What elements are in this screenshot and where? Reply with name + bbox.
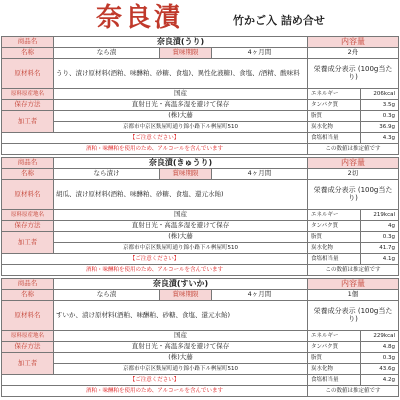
notice-text: 酒粕・味醂粕を使用のため、アルコールを含んでいます [2, 265, 308, 276]
name-label: 名称 [2, 290, 54, 301]
notice-text: 酒粕・味醂粕を使用のため、アルコールを含んでいます [2, 144, 308, 155]
product-name-label: 商品名 [2, 279, 54, 290]
name-value: なら漬 [54, 48, 160, 59]
nutrition-value: 4.1g [361, 254, 399, 265]
maker-label: 加工者 [2, 232, 54, 254]
nutrition-key: タンパク質 [308, 221, 361, 232]
maker-value: (株)大藤 [54, 111, 308, 122]
ingredients-label: 原材料名 [2, 301, 54, 331]
nutrition-title: 栄養成分表示 (100g当たり) [308, 180, 399, 210]
nutrition-key: 炭水化物 [308, 122, 361, 133]
nutrition-key: 脂質 [308, 111, 361, 122]
nutrition-value: 4g [361, 221, 399, 232]
nutrition-note: この数値は推定値です [308, 386, 399, 397]
nutrition-key: 脂質 [308, 353, 361, 364]
name-label: 名称 [2, 48, 54, 59]
origin-value: 国産 [54, 331, 308, 342]
notice-heading: 【ご注意ください】 [2, 254, 308, 265]
origin-value: 国産 [54, 89, 308, 100]
nutrition-key: 食塩相当量 [308, 133, 361, 144]
maker-label: 加工者 [2, 353, 54, 375]
expiry-value: 4ヶ月間 [212, 169, 308, 180]
ingredients-value: すいか、漬け原材料(酒粕、味醂粕、砂糖、食塩、還元水飴) [54, 301, 308, 331]
nutrition-value: 229kcal [361, 331, 399, 342]
nutrition-key: 食塩相当量 [308, 254, 361, 265]
nutrition-key: 食塩相当量 [308, 375, 361, 386]
maker-address: 京都市中京区麩屋町通り錦小路下ル桝屋町510 [54, 243, 308, 254]
nutrition-title: 栄養成分表示 (100g当たり) [308, 301, 399, 331]
product-name-label: 商品名 [2, 37, 54, 48]
nutrition-key: エネルギー [308, 89, 361, 100]
subtitle: 竹かご入 詰め合せ [233, 14, 325, 27]
nutrition-key: 炭水化物 [308, 243, 361, 254]
content-value: 2舟 [308, 48, 399, 59]
origin-value: 国産 [54, 210, 308, 221]
product-name-label: 商品名 [2, 158, 54, 169]
nutrition-title: 栄養成分表示 (100g当たり) [308, 59, 399, 89]
expiry-label: 賞味期限 [160, 48, 212, 59]
storage-label: 保存方法 [2, 100, 54, 111]
expiry-label: 賞味期限 [160, 290, 212, 301]
maker-address: 京都市中京区麩屋町通り錦小路下ル桝屋町510 [54, 364, 308, 375]
nutrition-key: エネルギー [308, 331, 361, 342]
nutrition-value: 36.9g [361, 122, 399, 133]
nutrition-value: 4.8g [361, 342, 399, 353]
nutrition-value: 0.3g [361, 111, 399, 122]
nutrition-note: この数値は推定値です [308, 265, 399, 276]
storage-value: 直射日光・高温多湿を避けて保存 [54, 221, 308, 232]
nutrition-value: 41.7g [361, 243, 399, 254]
expiry-value: 4ヶ月間 [212, 290, 308, 301]
nutrition-note: この数値は推定値です [308, 144, 399, 155]
ingredients-value: うり、漬け原材料(酒粕、味醂粕、砂糖、食塩)、異性化液糖)、食塩、/酒精、酸味料 [54, 59, 308, 89]
storage-label: 保存方法 [2, 342, 54, 353]
label-table-kyuri [1, 157, 399, 276]
product-name: 奈良漬(すいか) [54, 279, 308, 290]
maker-value: (株)大藤 [54, 353, 308, 364]
nutrition-key: タンパク質 [308, 100, 361, 111]
expiry-value: 4ヶ月間 [212, 48, 308, 59]
ingredients-label: 原材料名 [2, 180, 54, 210]
origin-label: 原料原産地名 [2, 210, 54, 221]
nutrition-key: エネルギー [308, 210, 361, 221]
origin-label: 原料原産地名 [2, 331, 54, 342]
storage-value: 直射日光・高温多湿を避けて保存 [54, 342, 308, 353]
nutrition-key: 炭水化物 [308, 364, 361, 375]
content-label: 内容量 [308, 37, 399, 48]
nutrition-value: 4.3g [361, 133, 399, 144]
nutrition-value: 0.3g [361, 232, 399, 243]
notice-text: 酒粕・味醂粕を使用のため、アルコールを含んでいます [2, 386, 308, 397]
nutrition-value: 219kcal [361, 210, 399, 221]
product-name: 奈良漬(きゅうり) [54, 158, 308, 169]
nutrition-key: 脂質 [308, 232, 361, 243]
content-label: 内容量 [308, 279, 399, 290]
nutrition-value: 206kcal [361, 89, 399, 100]
maker-value: (株)大藤 [54, 232, 308, 243]
storage-value: 直射日光・高温多湿を避けて保存 [54, 100, 308, 111]
page-header [0, 0, 400, 36]
brand-title: 奈良漬 [96, 3, 184, 33]
name-label: 名称 [2, 169, 54, 180]
nutrition-key: タンパク質 [308, 342, 361, 353]
expiry-label: 賞味期限 [160, 169, 212, 180]
nutrition-value: 0.3g [361, 353, 399, 364]
notice-heading: 【ご注意ください】 [2, 375, 308, 386]
name-value: なら漬 [54, 290, 160, 301]
content-label: 内容量 [308, 158, 399, 169]
notice-heading: 【ご注意ください】 [2, 133, 308, 144]
name-value: なら漬け [54, 169, 160, 180]
nutrition-value: 4.2g [361, 375, 399, 386]
storage-label: 保存方法 [2, 221, 54, 232]
ingredients-value: 胡瓜、漬け原材料(酒粕、味醂粕、砂糖、食塩、還元水飴) [54, 180, 308, 210]
maker-address: 京都市中京区麩屋町通り錦小路下ル桝屋町510 [54, 122, 308, 133]
nutrition-value: 3.5g [361, 100, 399, 111]
maker-label: 加工者 [2, 111, 54, 133]
label-table-suika [1, 278, 399, 397]
origin-label: 原料原産地名 [2, 89, 54, 100]
product-name: 奈良漬(うり) [54, 37, 308, 48]
content-value: 2切 [308, 169, 399, 180]
content-value: 1個 [308, 290, 399, 301]
nutrition-value: 43.6g [361, 364, 399, 375]
label-table-uri [1, 36, 399, 155]
ingredients-label: 原材料名 [2, 59, 54, 89]
